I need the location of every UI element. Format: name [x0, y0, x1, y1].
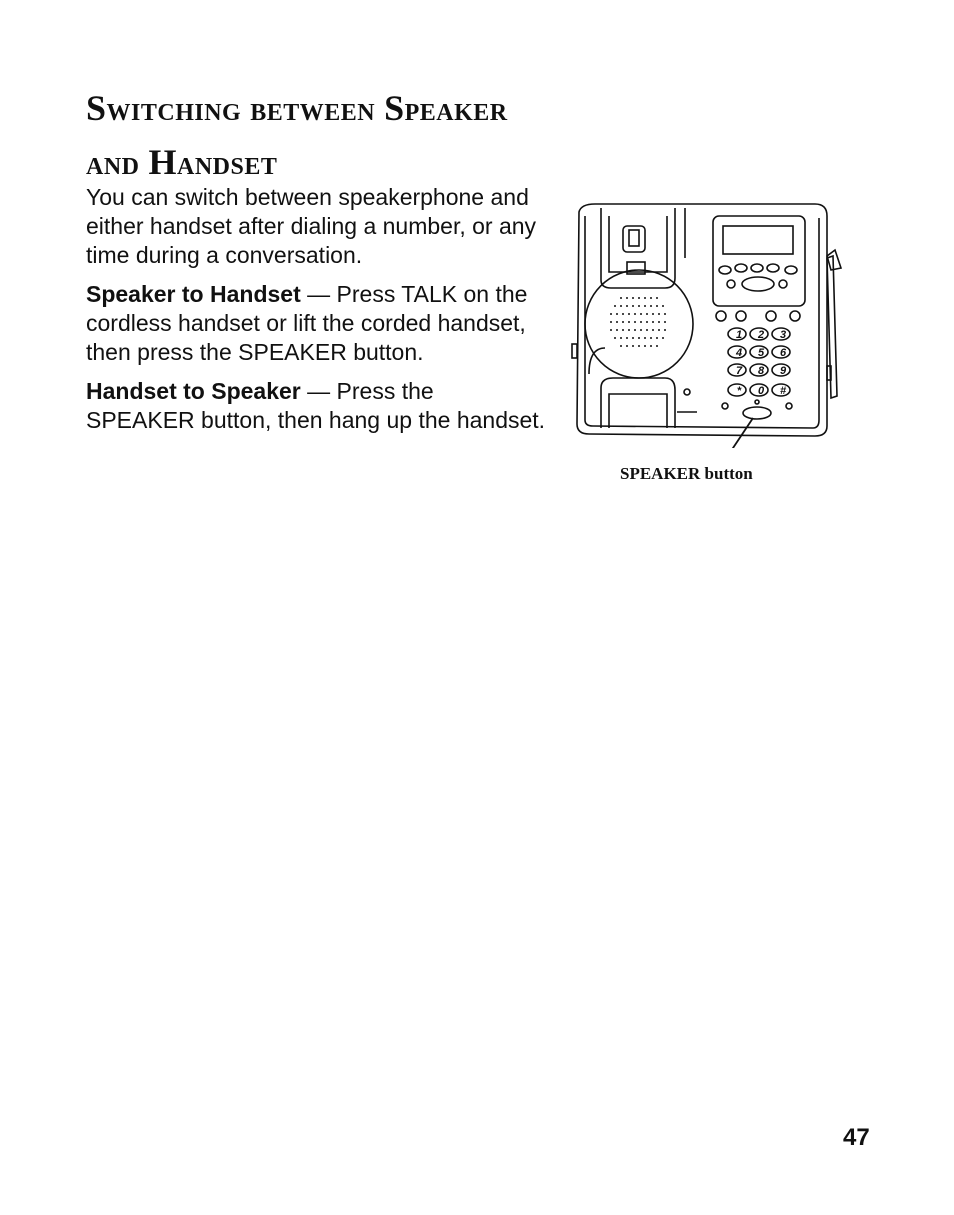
key-3: 3 — [779, 329, 787, 341]
key-0: 0 — [757, 385, 765, 397]
phone-base-illustration — [565, 198, 845, 448]
key-1: 1 — [735, 329, 743, 341]
key-9: 9 — [779, 365, 787, 377]
speaker-to-handset-label: Speaker to Handset — [86, 281, 301, 307]
key-pound: # — [779, 385, 787, 397]
speaker-grille — [610, 297, 666, 347]
key-5: 5 — [757, 347, 765, 359]
key-7: 7 — [735, 365, 743, 377]
page-number: 47 — [843, 1124, 870, 1151]
key-star: * — [736, 385, 742, 397]
figure-caption: SPEAKER button — [620, 464, 753, 483]
page-title: Switching between Speaker and Handset — [86, 88, 508, 182]
intro-paragraph: You can switch between speakerphone and either handset after dialing a number, or any time during a conversation. — [86, 184, 537, 268]
callout-line — [721, 418, 753, 448]
key-4: 4 — [735, 347, 743, 359]
handset-to-speaker-label: Handset to Speaker — [86, 378, 301, 404]
key-6: 6 — [779, 347, 787, 359]
key-8: 8 — [757, 365, 765, 377]
handset-to-speaker-paragraph: Handset to Speaker — Press the SPEAKER button, then hang up the handset. — [86, 378, 546, 433]
speaker-to-handset-paragraph: Speaker to Handset — Press TALK on the cordless handset or lift the corded handset, then press the SPEAKER button. — [86, 281, 528, 365]
key-2: 2 — [757, 329, 765, 341]
